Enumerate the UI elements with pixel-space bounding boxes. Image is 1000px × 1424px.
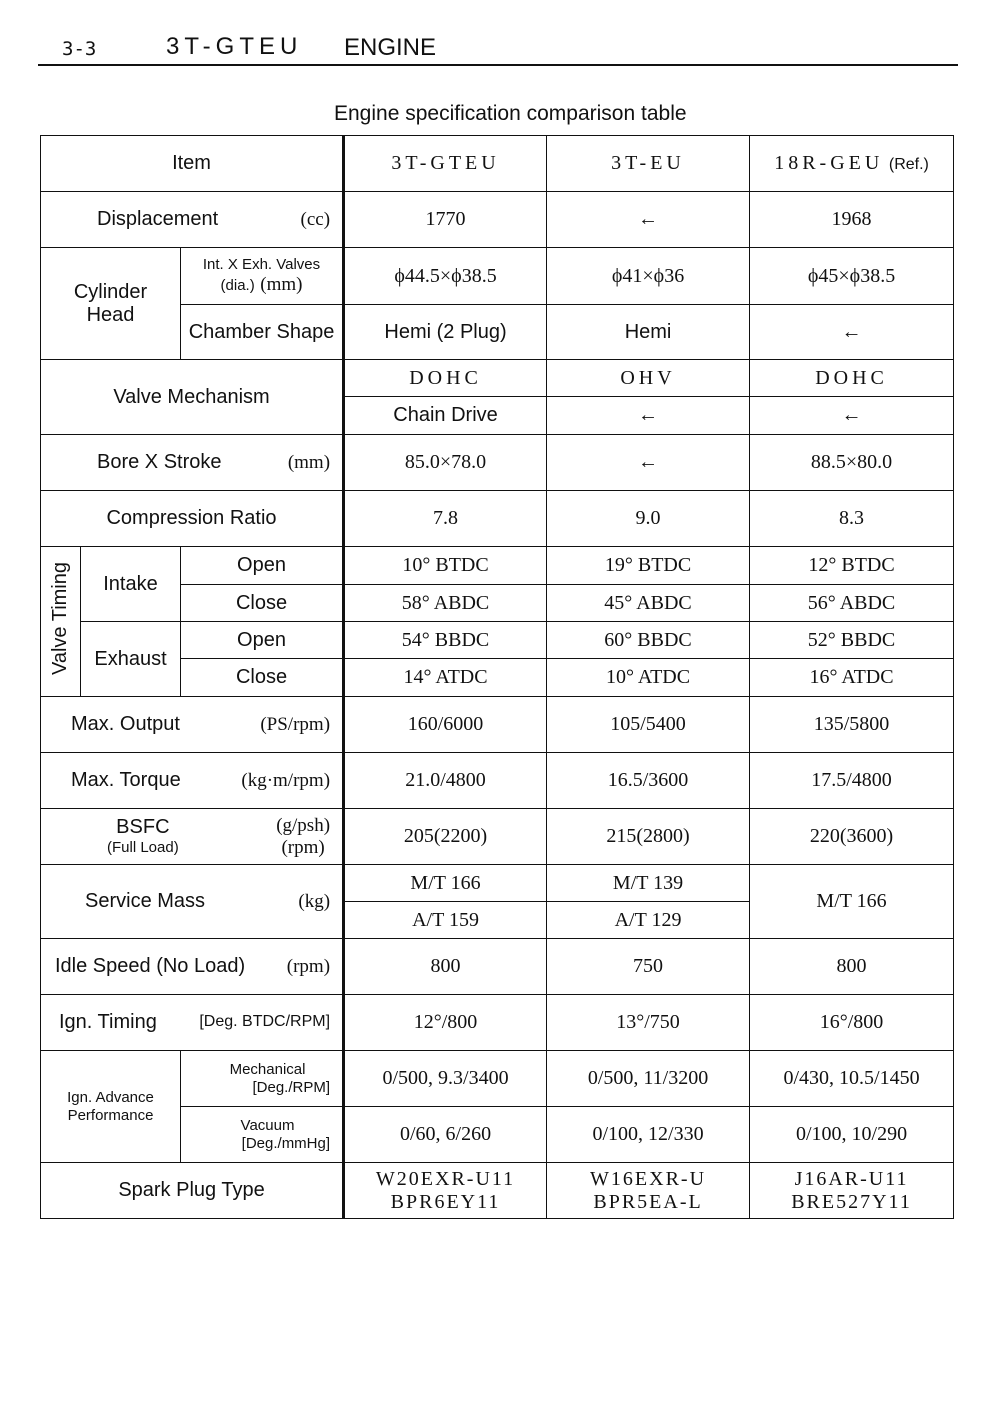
row-ign-advance-mechanical [41,1051,954,1107]
ign-timing-unit: [Deg. BTDC/RPM] [199,1013,331,1031]
row-compression-ratio [41,491,954,547]
valves-c2: ϕ41×ϕ36 [547,248,750,305]
row-max-torque [41,753,954,809]
bore-stroke-unit: (mm) [287,451,331,473]
table-header-row [41,136,954,192]
ign-advance-label-2: Performance [67,1106,154,1124]
displacement-label-cell [41,192,344,248]
exhaust-close-label: Close [181,659,344,697]
spark-plug-c3 [750,1163,954,1219]
row-idle-speed [41,939,954,995]
bsfc-unit-group [276,815,330,859]
cylinder-head-label-1: Cylinder [73,280,148,303]
bsfc-label-group [107,816,179,856]
service-mass-c3: M/T 166 [750,865,954,939]
exhaust-open-label: Open [181,622,344,659]
row-intake-open [41,547,954,585]
service-mass-unit: (kg) [298,890,331,912]
spark-plug-c1 [344,1163,547,1219]
max-output-c2: 105/5400 [547,697,750,753]
intake-label: Intake [81,547,181,622]
bore-stroke-c3: 88.5×80.0 [750,435,954,491]
compression-label: Compression Ratio [41,491,344,547]
max-output-label: Max. Output [71,713,180,735]
idle-speed-label: Idle Speed (No Load) [55,955,246,977]
vacuum-c3: 0/100, 10/290 [750,1107,954,1163]
vacuum-c1: 0/60, 6/260 [344,1107,547,1163]
row-cylinder-valves [41,248,954,305]
spark-plug-c1-line1: W20EXR-U11 [375,1167,516,1190]
intake-close-c2: 45° ABDC [547,585,750,622]
row-bore-stroke [41,435,954,491]
engine-word: ENGINE [344,34,437,61]
valve-drive-c3: ← [750,397,954,435]
spark-plug-c2-line1: W16EXR-U [590,1167,707,1190]
idle-speed-unit: (rpm) [286,955,331,977]
bsfc-label: BSFC [116,816,170,839]
mechanical-c3: 0/430, 10.5/1450 [750,1051,954,1107]
bsfc-c2: 215(2800) [547,809,750,865]
service-mass-at-c1: A/T 159 [344,902,547,939]
exhaust-open-c2: 60° BBDC [547,622,750,659]
idle-speed-c3: 800 [750,939,954,995]
intake-close-c3: 56° ABDC [750,585,954,622]
exhaust-close-c2: 10° ATDC [547,659,750,697]
page-number: 3-3 [62,38,97,60]
idle-speed-label-cell [41,939,344,995]
valves-label-2: (dia.) [220,277,255,295]
valve-timing-label-cell [41,547,81,697]
valves-c3: ϕ45×ϕ38.5 [750,248,954,305]
max-output-c1: 160/6000 [344,697,547,753]
bsfc-c1: 205(2200) [344,809,547,865]
bore-stroke-label-cell [41,435,344,491]
intake-open-c1: 10° BTDC [344,547,547,585]
displacement-c1: 1770 [344,192,547,248]
header-col-3t-gteu: 3T-GTEU [344,136,547,192]
mechanical-label-cell [181,1051,344,1107]
valves-unit: (mm) [260,274,303,296]
exhaust-label: Exhaust [81,622,181,697]
service-mass-label: Service Mass [85,890,206,912]
spark-plug-c3-line1: J16AR-U11 [794,1167,909,1190]
bsfc-unit-1: (g/psh) [276,814,331,836]
valves-label-cell [181,248,344,305]
chamber-c3: ← [750,305,954,360]
cylinder-head-label-cell [41,248,181,360]
exhaust-open-c3: 52° BBDC [750,622,954,659]
header-col-3t-eu: 3T-EU [547,136,750,192]
idle-speed-c2: 750 [547,939,750,995]
compression-c2: 9.0 [547,491,750,547]
max-torque-label: Max. Torque [71,769,181,791]
row-displacement [41,192,954,248]
ign-timing-c1: 12°/800 [344,995,547,1051]
ign-timing-label: Ign. Timing [59,1011,157,1033]
header-item: Item [41,136,344,192]
header-col3-model: 18R-GEU [774,152,884,174]
spark-plug-label: Spark Plug Type [41,1163,344,1219]
ign-advance-label-1: Ign. Advance [67,1089,154,1107]
max-output-c3: 135/5800 [750,697,954,753]
chamber-label: Chamber Shape [181,305,344,360]
compression-c1: 7.8 [344,491,547,547]
valve-type-c3: DOHC [750,360,954,397]
max-output-unit: (PS/rpm) [260,713,331,735]
intake-close-c1: 58° ABDC [344,585,547,622]
row-spark-plug [41,1163,954,1219]
max-torque-c2: 16.5/3600 [547,753,750,809]
cylinder-head-label-2: Head [86,303,135,326]
bsfc-sub: (Full Load) [107,839,179,857]
ign-timing-c2: 13°/750 [547,995,750,1051]
page-header [38,30,958,66]
header-col-18r-geu [750,136,954,192]
mechanical-unit: [Deg./RPM] [252,1078,331,1096]
valve-type-c1: DOHC [344,360,547,397]
displacement-c3: 1968 [750,192,954,248]
bore-stroke-c1: 85.0×78.0 [344,435,547,491]
max-torque-unit: (kg·m/rpm) [241,769,331,791]
row-service-mass-mt [41,865,954,902]
idle-speed-c1: 800 [344,939,547,995]
service-mass-mt-c1: M/T 166 [344,865,547,902]
spark-plug-c2 [547,1163,750,1219]
valve-drive-c1: Chain Drive [344,397,547,435]
mechanical-label: Mechanical [229,1061,306,1079]
bore-stroke-label: Bore X Stroke [97,451,222,473]
valve-type-c2: OHV [547,360,750,397]
row-max-output [41,697,954,753]
intake-open-c2: 19° BTDC [547,547,750,585]
valve-mechanism-label: Valve Mechanism [41,360,344,435]
engine-model-title: 3T-GTEU [166,33,303,60]
header-col3-note: (Ref.) [888,156,929,173]
displacement-label: Displacement [97,208,219,230]
displacement-unit: (cc) [300,208,331,230]
chamber-c1: Hemi (2 Plug) [344,305,547,360]
service-mass-at-c2: A/T 129 [547,902,750,939]
exhaust-open-c1: 54° BBDC [344,622,547,659]
max-torque-label-cell [41,753,344,809]
displacement-c2: ← [547,192,750,248]
max-torque-c1: 21.0/4800 [344,753,547,809]
service-mass-label-cell [41,865,344,939]
intake-close-label: Close [181,585,344,622]
bore-stroke-c2: ← [547,435,750,491]
compression-c3: 8.3 [750,491,954,547]
ign-timing-label-cell [41,995,344,1051]
spark-plug-c1-line2: BPR6EY11 [390,1190,501,1213]
intake-open-c3: 12° BTDC [750,547,954,585]
row-bsfc [41,809,954,865]
spec-table [40,135,954,1219]
service-mass-mt-c2: M/T 139 [547,865,750,902]
valve-timing-label: Valve Timing [49,561,71,675]
max-output-label-cell [41,697,344,753]
mechanical-c1: 0/500, 9.3/3400 [344,1051,547,1107]
exhaust-close-c3: 16° ATDC [750,659,954,697]
spark-plug-c2-line2: BPR5EA-L [593,1190,703,1213]
row-exhaust-open [41,622,954,659]
bsfc-label-cell [41,809,344,865]
spark-plug-c3-line2: BRE527Y11 [791,1190,912,1213]
vacuum-unit: [Deg./mmHg] [241,1134,331,1152]
mechanical-c2: 0/500, 11/3200 [547,1051,750,1107]
chamber-c2: Hemi [547,305,750,360]
bsfc-unit-2: (rpm) [281,836,325,858]
vacuum-label-cell [181,1107,344,1163]
row-valve-mechanism-type [41,360,954,397]
vacuum-c2: 0/100, 12/330 [547,1107,750,1163]
bsfc-c3: 220(3600) [750,809,954,865]
ign-advance-label-cell [41,1051,181,1163]
intake-open-label: Open [181,547,344,585]
valve-drive-c2: ← [547,397,750,435]
valves-label-1: Int. X Exh. Valves [202,255,321,273]
table-caption: Engine specification comparison table [334,102,687,125]
vacuum-label: Vacuum [240,1117,295,1135]
valves-c1: ϕ44.5×ϕ38.5 [344,248,547,305]
max-torque-c3: 17.5/4800 [750,753,954,809]
row-ign-timing [41,995,954,1051]
exhaust-close-c1: 14° ATDC [344,659,547,697]
ign-timing-c3: 16°/800 [750,995,954,1051]
